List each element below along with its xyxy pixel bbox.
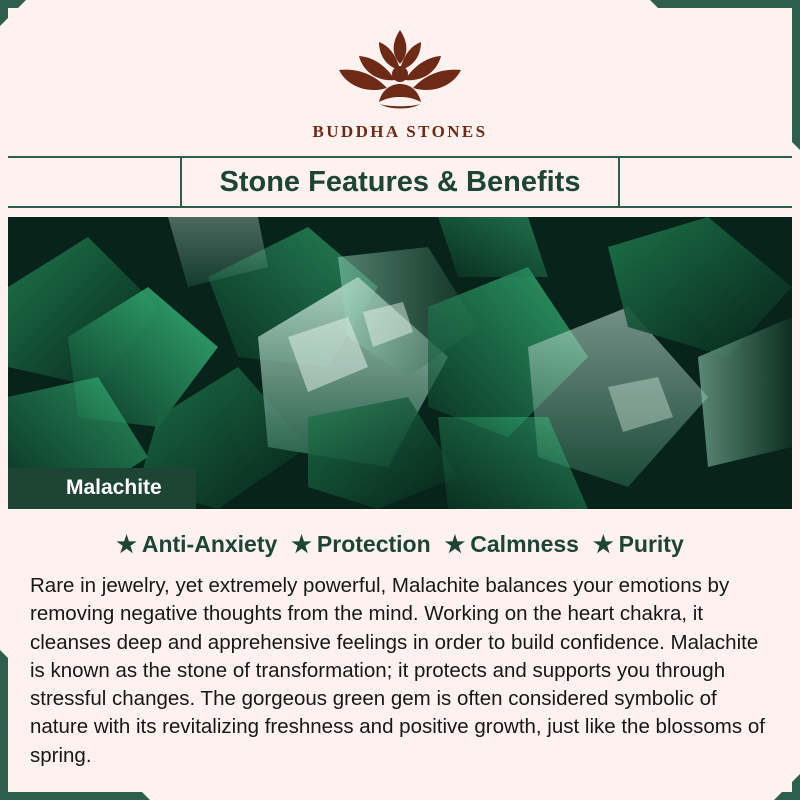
stone-photo-image — [8, 217, 792, 509]
stone-photo — [8, 217, 792, 509]
benefit-label: Calmness — [470, 531, 579, 557]
brand-name: BUDDHA STONES — [312, 122, 488, 141]
benefit-item — [291, 531, 430, 558]
benefit-label: Anti-Anxiety — [141, 531, 278, 557]
benefit-item — [445, 531, 579, 558]
title-band — [8, 156, 792, 208]
page-title: Stone Features & Benefits — [219, 165, 581, 198]
star-icon: ★ — [116, 531, 137, 557]
benefit-item — [116, 531, 277, 558]
poster-inner — [8, 8, 792, 792]
benefit-item — [593, 531, 684, 558]
star-icon: ★ — [444, 531, 466, 557]
star-icon: ★ — [592, 531, 614, 557]
benefit-label: Purity — [618, 531, 684, 557]
star-icon: ★ — [291, 531, 312, 557]
stone-description: Rare in jewelry, yet extremely powerful, Malachite balances your emotions by removing negative thoughts from the mind. Working on the heart chakra, it cleanses deep and apprehensive feelings in order to build confidence. Malachite is known as the stone of transformation; it protects and supports you through stressful changes. The gorgeous green gem is often considered symbolic of nature with its revitalizing freshness and positive growth, just like the blossoms of spring. — [30, 574, 765, 767]
lotus-meditation-icon — [325, 26, 475, 116]
benefits-list — [8, 531, 792, 558]
benefit-label: Protection — [316, 531, 431, 557]
brand-header — [8, 8, 792, 142]
stone-name-label: Malachite — [8, 468, 196, 509]
crystal-facets-illustration — [8, 217, 792, 509]
